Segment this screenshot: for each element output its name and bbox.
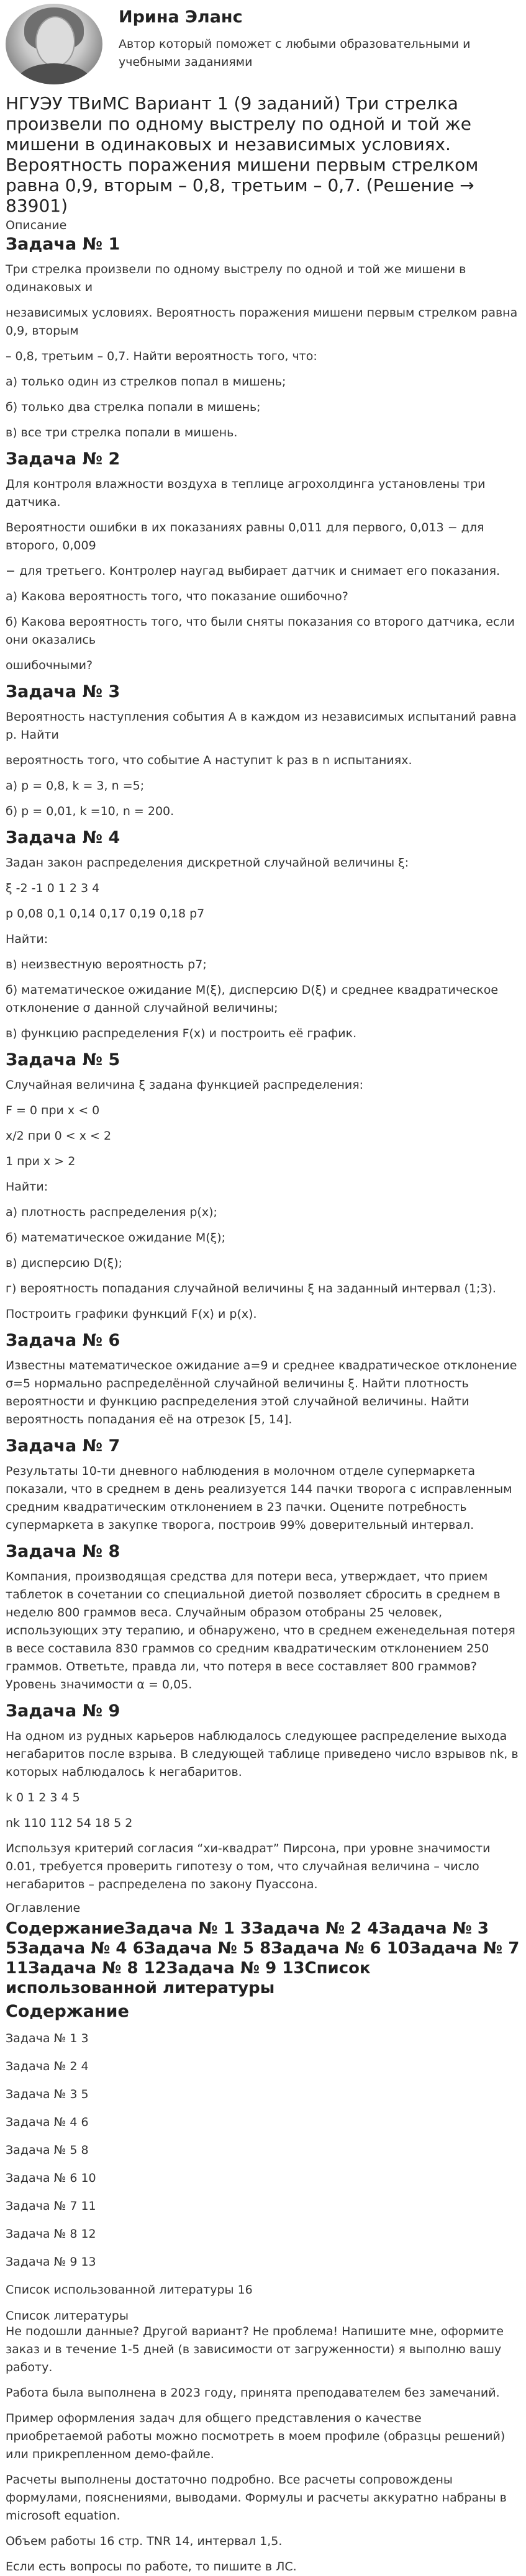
task-heading: Задача № 3	[6, 682, 120, 701]
task-text: Для контроля влажности воздуха в теплице агрохолдинга установлены три датчика.	[6, 477, 486, 509]
task-text: Построить графики функций F(x) и p(x).	[6, 1307, 257, 1321]
task-text: F = 0 при x < 0	[6, 1104, 100, 1117]
task-text: nk 110 112 54 18 5 2	[6, 1816, 133, 1830]
task-text: независимых условиях. Вероятность поражения мишени первым стрелком равна 0,9, вторым	[6, 306, 518, 338]
task-text: а) p = 0,8, k = 3, n =5;	[6, 779, 145, 793]
task-text: б) Какова вероятность того, что были сняты показания со второго датчика, если они оказались	[6, 615, 515, 647]
toc-item: Задача № 1 3	[6, 2032, 89, 2045]
task-heading: Задача № 9	[6, 1701, 120, 1721]
toc-list	[6, 2030, 520, 2299]
task-heading: Задача № 7	[6, 1436, 120, 1456]
literature-label: Список литературы	[6, 2309, 129, 2323]
footer-paragraph: Пример оформления задач для общего представления о качестве приобретаемой работы можно посмотреть в моем профиле (образцы решений) или прикрепленном демо-файле.	[6, 2412, 506, 2461]
task-heading: Задача № 5	[6, 1050, 120, 1070]
footer-paragraph: Не подошли данные? Другой вариант? Не проблема! Напишите мне, оформите заказ и в течение 1-5 дней (в зависимости от загруженности) я выполню вашу работу.	[6, 2325, 504, 2374]
task-text: Три стрелка произвели по одному выстрелу по одной и той же мишени в одинаковых и	[6, 263, 466, 294]
footer-notes	[6, 2323, 520, 2576]
tasks-section	[6, 235, 520, 1894]
toc-item: Задача № 5 8	[6, 2143, 89, 2157]
footer-paragraph: Расчеты выполнены достаточно подробно. Все расчеты сопровождены формулами, пояснениями, выводами. Формулы и расчеты аккуратно набраны в microsoft equation.	[6, 2473, 507, 2523]
toc-item: Задача № 7 11	[6, 2199, 96, 2213]
task-text: г) вероятность попадания случайной величины ξ на заданный интервал (1;3).	[6, 1282, 496, 1295]
task-text: а) только один из стрелков попал в мишень;	[6, 375, 286, 389]
task-text: Вероятности ошибки в их показаниях равны 0,011 для первого, 0,013 − для второго, 0,009	[6, 521, 484, 552]
description-label: Описание	[6, 218, 67, 232]
task-text: Результаты 10-ти дневного наблюдения в молочном отделе супермаркета показали, что в среднем в день реализуется 144 пачки творога с исправленным средним квадратическим отклонением в 23 пачки. Оцените потребность супермаркета в закупке творога, построив 99% доверительный интервал.	[6, 1464, 512, 1532]
task-text: ошибочными?	[6, 659, 93, 672]
task-text: б) только два стрелка попали в мишень;	[6, 400, 261, 414]
task-text: − для третьего. Контролер наугад выбирает датчик и снимает его показания.	[6, 564, 501, 578]
task-heading: Задача № 8	[6, 1542, 120, 1561]
footer-paragraph: Объем работы 16 стр. TNR 14, интервал 1,5.	[6, 2534, 283, 2548]
task-text: 1 при x > 2	[6, 1155, 76, 1168]
task-text: Задан закон распределения дискретной случайной величины ξ:	[6, 856, 409, 870]
toc-item: Задача № 9 13	[6, 2255, 96, 2269]
task-text: в) функцию распределения F(x) и построить её график.	[6, 1027, 357, 1040]
task-text: Случайная величина ξ задана функцией распределения:	[6, 1078, 364, 1092]
author-description: Автор который поможет с любыми образовательными и учебными заданиями	[119, 37, 471, 69]
task-text: Найти:	[6, 1180, 48, 1194]
author-name[interactable]: Ирина Эланс	[119, 7, 243, 27]
task-text: вероятность того, что событие A наступит k раз в n испытаниях.	[6, 754, 412, 767]
task-text: б) математическое ожидание M(ξ), дисперсию D(ξ) и среднее квадратическое отклонение σ данной случайной величины;	[6, 983, 499, 1015]
task-text: в) неизвестную вероятность p7;	[6, 958, 207, 971]
toc-item: Задача № 2 4	[6, 2060, 89, 2073]
task-heading: Задача № 2	[6, 449, 120, 469]
toc-flat-text: СодержаниеЗадача № 1 3Задача № 2 4Задача № 3 5Задача № 4 6Задача № 5 8Задача № 6 10Задача № 7 11Задача № 8 12Задача № 9 13Список использованной литературы	[6, 1919, 520, 1997]
task-text: Компания, производящая средства для потери веса, утверждает, что прием таблеток в сочетании со специальной диетой позволяет сбросить в среднем в неделю 800 граммов веса. Случайным образом отобраны 25 человек, использующих эту терапию, и обнаружено, что в среднем еженедельная потеря в весе составила 830 граммов со средним квадратическим отклонением 250 граммов. Ответьте, правда ли, что потеря в весе составляет 800 граммов? Уровень значимости α = 0,05.	[6, 1570, 515, 1691]
task-text: На одном из рудных карьеров наблюдалось следующее распределение выхода негабаритов после взрыва. В следующей таблице приведено число взрывов nk, в которых наблюдалось k негабаритов.	[6, 1729, 519, 1779]
task-text: x/2 при 0 < x < 2	[6, 1129, 112, 1143]
task-text: б) математическое ожидание M(ξ);	[6, 1231, 226, 1245]
task-text: Известны математическое ожидание a=9 и среднее квадратическое отклонение σ=5 нормально распределённой случайной величины ξ. Найти плотность вероятности и функцию распределения этой случайной величины. Найти вероятность попадания её на отрезок [5, 14].	[6, 1359, 517, 1426]
task-text: б) p = 0,01, k =10, n = 200.	[6, 804, 175, 818]
toc-item: Задача № 3 5	[6, 2087, 89, 2101]
document-title: НГУЭУ ТВиМС Вариант 1 (9 заданий) Три стрелка произвели по одному выстрелу по одной и той же мишени в одинаковых и независимых условиях. Вероятность поражения мишени первым стрелком равна 0,9, вторым – 0,8, третьим – 0,7. (Решение → 83901)	[6, 93, 479, 216]
task-text: ξ -2 -1 0 1 2 3 4	[6, 881, 100, 895]
toc-item: Задача № 6 10	[6, 2171, 96, 2185]
author-avatar[interactable]	[6, 4, 102, 84]
toc-item: Задача № 4 6	[6, 2115, 89, 2129]
toc-label: Оглавление	[6, 1901, 81, 1915]
task-text: а) плотность распределения p(x);	[6, 1205, 217, 1219]
toc-item: Задача № 8 12	[6, 2227, 96, 2241]
task-heading: Задача № 4	[6, 828, 120, 847]
task-text: Найти:	[6, 932, 48, 946]
author-card	[6, 0, 520, 91]
task-text: Вероятность наступления события A в каждом из независимых испытаний равна p. Найти	[6, 710, 517, 742]
task-text: k 0 1 2 3 4 5	[6, 1791, 80, 1804]
footer-paragraph: Если есть вопросы по работе, то пишите в ЛС.	[6, 2560, 297, 2574]
task-heading: Задача № 6	[6, 1331, 120, 1350]
task-text: p 0,08 0,1 0,14 0,17 0,19 0,18 p7	[6, 907, 205, 921]
task-text: – 0,8, третьим – 0,7. Найти вероятность того, что:	[6, 349, 317, 363]
toc-heading: Содержание	[6, 2002, 129, 2021]
task-heading: Задача № 1	[6, 235, 120, 254]
toc-item: Список использованной литературы 16	[6, 2283, 253, 2297]
footer-paragraph: Работа была выполнена в 2023 году, принята преподавателем без замечаний.	[6, 2386, 500, 2400]
task-text: Используя критерий согласия “хи-квадрат” Пирсона, при уровне значимости 0.01, требуется проверить гипотезу о том, что случайная величина – число негабаритов – распределена по закону Пуассона.	[6, 1842, 491, 1891]
author-info	[119, 4, 520, 71]
task-text: а) Какова вероятность того, что показание ошибочно?	[6, 590, 348, 603]
task-text: в) все три стрелка попали в мишень.	[6, 426, 238, 439]
task-text: в) дисперсию D(ξ);	[6, 1256, 123, 1270]
